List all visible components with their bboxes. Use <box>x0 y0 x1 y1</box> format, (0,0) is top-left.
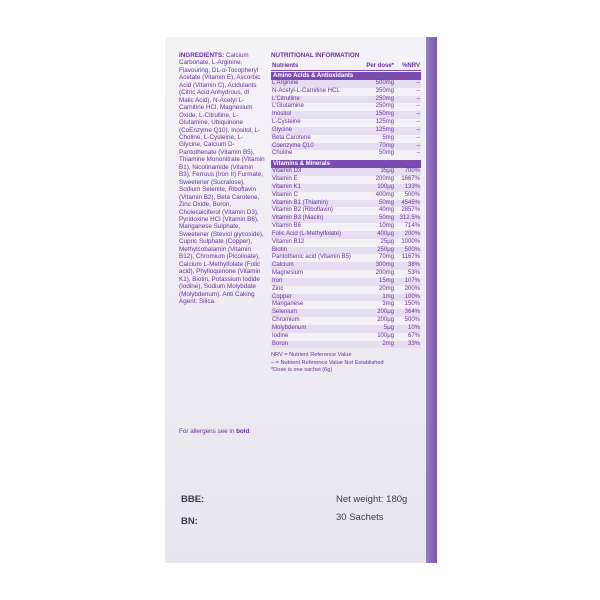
table-row <box>271 150 421 158</box>
table-row <box>271 103 421 111</box>
sachet-count: 30 Sachets <box>336 512 384 523</box>
nutrient-name: Vitamin D3 <box>272 168 302 175</box>
table-row <box>271 325 421 333</box>
nutrient-dose: 300mg <box>375 262 394 269</box>
nutrient-name: L'Citrulline <box>272 95 300 102</box>
nutrient-name: Vitamin E <box>272 176 298 183</box>
nutrient-nrv: 500% <box>404 191 420 198</box>
nutrient-name: L-Cysteine <box>272 119 301 126</box>
nutrient-nrv: 33% <box>407 340 420 347</box>
nutrient-dose: 70mg <box>378 254 394 261</box>
allergen-suffix: . <box>249 428 252 435</box>
table-row <box>271 317 421 325</box>
table-row <box>271 119 421 127</box>
nutrient-nrv: 150% <box>404 301 420 308</box>
nutrient-name: Coenzyme Q10 <box>272 142 314 149</box>
nutrient-name: Copper <box>272 293 292 300</box>
amino-acids-rows <box>271 80 421 158</box>
nutrient-nrv: – <box>416 111 420 118</box>
nutrient-name: L'Arginine <box>272 80 299 86</box>
section-amino-acids: Amino Acids & Antioxidants <box>271 72 421 80</box>
nutrient-dose: 1mg <box>382 293 394 300</box>
nutrient-dose: 50mg <box>378 150 394 157</box>
nutrient-nrv: – <box>416 119 420 126</box>
header-nutrients: Nutrients <box>272 62 299 69</box>
nutrient-name: Folic Acid (L-Methylfolate) <box>272 230 342 237</box>
nutrient-dose: 5μg <box>383 324 394 331</box>
ingredients-label: INGREDIENTS: <box>179 52 225 59</box>
table-row <box>271 127 421 135</box>
table-row <box>271 333 421 341</box>
footnote-dash: – = Nutrient Reference Value Not Established <box>271 359 384 366</box>
nutrient-name: L'Glutamine <box>272 103 304 110</box>
nutrient-name: Vitamin B2 (Riboflavin) <box>272 207 333 214</box>
nutrient-name: Calcium <box>272 262 294 269</box>
nutrient-dose: 3mg <box>382 301 394 308</box>
table-row <box>271 223 421 231</box>
nutrient-nrv: 200% <box>404 230 420 237</box>
nutrient-dose: 400mg <box>375 191 394 198</box>
nutrient-nrv: 500% <box>404 246 420 253</box>
nutrient-name: Biotin <box>272 246 288 253</box>
nutrient-dose: 250mg <box>375 103 394 110</box>
nutrient-dose: 2mg <box>382 340 394 347</box>
net-weight: Net weight: 180g <box>336 494 408 505</box>
footnote-dose: *Dose is one sachet (6g) <box>271 366 333 373</box>
nutrient-dose: 50mg <box>378 215 394 222</box>
nutrient-dose: 100μg <box>377 183 394 190</box>
nutrient-dose: 400μg <box>377 230 394 237</box>
table-row <box>271 254 421 262</box>
nutrient-nrv: – <box>416 142 420 149</box>
nutrient-name: Selenium <box>272 309 298 316</box>
nutrient-dose: 20mg <box>378 285 394 292</box>
nutrient-dose: 125mg <box>375 126 394 133</box>
nutrient-nrv: 500% <box>404 317 420 324</box>
nutrient-name: Manganese <box>272 301 304 308</box>
nutrient-name: Vitamin B6 <box>272 223 301 230</box>
nutrient-name: Choline <box>272 150 293 157</box>
nutrient-name: Iron <box>272 277 283 284</box>
nutrient-name: Pantothenic acid (Vitamin B5) <box>272 254 351 261</box>
nutrient-nrv: 2857% <box>401 207 420 214</box>
nutrient-name: Inositol <box>272 111 292 118</box>
nutrient-dose: 15mg <box>378 277 394 284</box>
table-row <box>271 184 421 192</box>
section-vitamins-minerals: Vitamins & Minerals <box>271 160 421 168</box>
table-row <box>271 286 421 294</box>
bbe-label: BBE: <box>181 494 205 505</box>
table-row <box>271 135 421 143</box>
table-row <box>271 168 421 176</box>
nutrient-dose: 150mg <box>375 111 394 118</box>
nutrient-name: Molybdenum <box>272 324 307 331</box>
nutrient-nrv: 133% <box>404 183 420 190</box>
table-row <box>271 192 421 200</box>
ingredients-list: Calcium Carbonate, L-Arginine, Flavouring, DL-α-Tocopheryl Acetate (Vitamin E), Ascorbic Acid (Vitamin C), Acidulants (Citric Acid Anhydrous, dl Malic Acid), N-Acetyl L-Carnitine HCl, Magnesium Oxide, L-Citrulline, L-Glutamine, Ubiquinone (CoEnzyme Q10), Inositol, L-Choline, L-Cysteine, L-Glycine, Calcium D-Pantothenate (Vitamin B5), Thiamine Mononitrate (Vitamin B1), Nicotinamide (Vitamin B3), Ferrous (Iron II) Furmate, Sweetener (Sucralose), Sodium Selenite, Riboflavin (Vitamin B2), Beta Carotene, Zinc Oxide, Boron, Cholecalciferol (Vitamin D3), Pyridoxine HCl (Vitamin B6), Manganese Sulphate, Sweetener (Steviol glycoside), Cupric Sulphate (Copper), Methylcobalamin (Vitamin B12), Chromium (Picolinate), Calcium L-Methylfolate (Folic acid), Phylloquinone (Vitamin K1), Biotin, Potassium Iodide (Iodine), Sodium Molybdate (Molybdenum). Anti Caking Agent: Silica. <box>179 52 265 305</box>
nutrient-nrv: 1000% <box>401 238 420 245</box>
nutrient-nrv: 38% <box>407 262 420 269</box>
header-nrv: %NRV <box>402 62 420 69</box>
nutrient-dose: 40mg <box>378 207 394 214</box>
footnote-nrv: NRV = Nutrient Reference Value <box>271 352 352 359</box>
nutrient-dose: 200mg <box>375 270 394 277</box>
nutrient-dose: 70mg <box>378 142 394 149</box>
nutrient-dose: 100μg <box>377 332 394 339</box>
nutrition-footnotes <box>271 352 421 374</box>
nutrient-dose: 10mg <box>378 223 394 230</box>
nutrient-dose: 35μg <box>380 168 394 175</box>
nutrient-name: Magnesium <box>272 270 304 277</box>
nutrient-dose: 250mg <box>375 95 394 102</box>
nutrient-nrv: 700% <box>404 168 420 175</box>
nutrient-nrv: 107% <box>404 277 420 284</box>
table-row <box>271 341 421 349</box>
nutrient-name: Vitamin B12 <box>272 238 305 245</box>
nutrient-name: N-Acetyl-L-Carnitine HCL <box>272 87 340 94</box>
nutrient-name: Vitamin B1 (Thiamin) <box>272 199 328 206</box>
nutrient-nrv: 714% <box>404 223 420 230</box>
nutrient-name: Glycine <box>272 126 293 133</box>
nutrient-dose: 500mg <box>375 80 394 86</box>
nutrition-title: NUTRITIONAL INFORMATION <box>271 52 360 59</box>
nutrient-nrv: 10% <box>407 324 420 331</box>
package-side-edge <box>426 37 437 563</box>
nutrient-dose: 200μg <box>377 317 394 324</box>
table-row <box>271 111 421 119</box>
nutrient-name: Vitamin K1 <box>272 183 301 190</box>
nutrient-nrv: – <box>416 134 420 141</box>
nutrient-name: Beta Carotene <box>272 134 311 141</box>
nutrient-nrv: 364% <box>404 309 420 316</box>
nutrient-nrv: – <box>416 95 420 102</box>
nutrient-nrv: 100% <box>404 293 420 300</box>
nutrient-nrv: 312.5% <box>399 215 420 222</box>
nutrient-nrv: – <box>416 80 420 86</box>
nutrient-name: Vitamin C <box>272 191 298 198</box>
nutrient-dose: 25μg <box>380 238 394 245</box>
nutrient-nrv: – <box>416 103 420 110</box>
nutrient-dose: 50mg <box>378 199 394 206</box>
vitamins-minerals-rows <box>271 168 421 348</box>
table-row <box>271 270 421 278</box>
nutrient-nrv: 53% <box>407 270 420 277</box>
table-row <box>271 239 421 247</box>
nutrient-nrv: 4545% <box>401 199 420 206</box>
table-row <box>271 80 421 88</box>
nutrition-header-row <box>271 61 421 71</box>
table-row <box>271 88 421 96</box>
table-row <box>271 96 421 104</box>
table-row <box>271 176 421 184</box>
table-row <box>271 278 421 286</box>
table-row <box>271 309 421 317</box>
nutrient-name: Chromium <box>272 317 300 324</box>
nutrient-nrv: – <box>416 150 420 157</box>
nutrient-dose: 200μg <box>377 309 394 316</box>
table-row <box>271 143 421 151</box>
table-row <box>271 262 421 270</box>
table-row <box>271 207 421 215</box>
bn-label: BN: <box>181 516 198 527</box>
table-row <box>271 247 421 255</box>
nutrient-name: Vitamin B3 (Niacin) <box>272 215 324 222</box>
allergen-bold: bold <box>236 428 250 435</box>
nutrient-dose: 200mg <box>375 176 394 183</box>
ingredients-text <box>179 52 265 305</box>
allergen-note <box>179 428 269 435</box>
nutrient-name: Zinc <box>272 285 284 292</box>
table-row <box>271 215 421 223</box>
table-row <box>271 301 421 309</box>
nutrient-dose: 350mg <box>375 87 394 94</box>
nutrient-dose: 250μg <box>377 246 394 253</box>
table-row <box>271 200 421 208</box>
table-row <box>271 231 421 239</box>
nutrient-nrv: 1167% <box>401 254 420 261</box>
nutrient-dose: 5mg <box>382 134 394 141</box>
nutrient-dose: 125mg <box>375 119 394 126</box>
nutrient-nrv: – <box>416 126 420 133</box>
nutrition-table <box>271 52 421 374</box>
nutrient-nrv: – <box>416 87 420 94</box>
nutrient-name: Iodine <box>272 332 289 339</box>
nutrient-name: Boron <box>272 340 289 347</box>
nutrient-nrv: 200% <box>404 285 420 292</box>
nutrient-nrv: 1667% <box>401 176 420 183</box>
header-per-dose: Per dose* <box>366 62 394 69</box>
table-row <box>271 294 421 302</box>
nutrient-nrv: 67% <box>407 332 420 339</box>
allergen-prefix: For allergens see in <box>179 428 237 435</box>
